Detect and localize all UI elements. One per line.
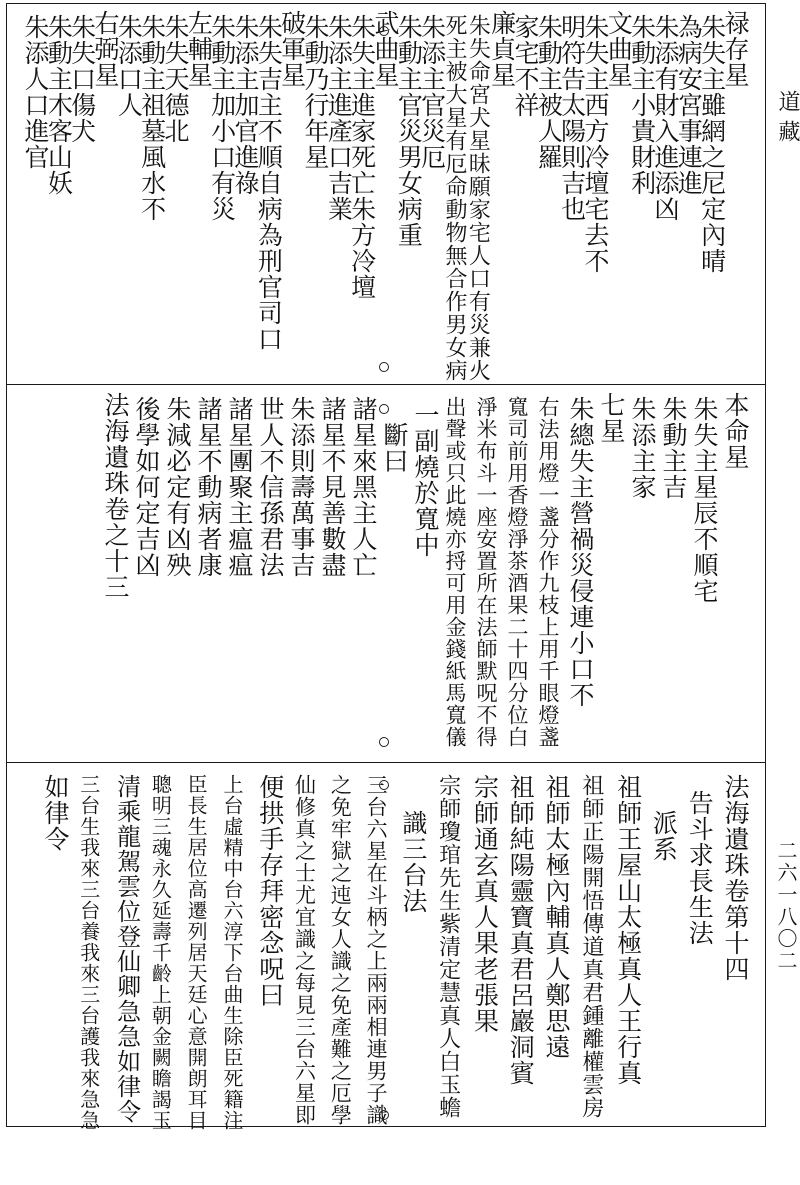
text-column: 朱添人口進官 <box>21 14 50 170</box>
panel-divider-1 <box>7 384 765 385</box>
text-column: 宗師通玄真人果老張果 <box>470 774 500 1034</box>
text-column: 朱添口人 <box>114 14 144 118</box>
text-column: 三台生我來三台養我來三台護我來急急 <box>76 774 101 1131</box>
text-column: 死主被大星有厄命動物無合作男女病 <box>442 14 467 382</box>
text-column: 三台六星在斗柄之上兩兩相連男子識 <box>364 774 389 1126</box>
text-column: 諸星團聚主瘟瘟 <box>225 396 254 578</box>
text-column: 識三台法 <box>398 810 428 914</box>
text-column: 清乘龍駕雲位登仙卿急急如律令 <box>112 774 141 1124</box>
panel-bottom <box>7 770 765 1131</box>
text-column: 朱動主祖墓風水不 <box>137 14 167 222</box>
text-column: 朱失主雖網之尼定內晴 <box>697 14 727 274</box>
text-column: 明符告太陽則吉也 <box>557 14 587 222</box>
text-column: 法海遺珠卷之十三 <box>101 392 130 600</box>
text-column: 右法用燈一盞分作九枝上用千眼燈盞 <box>536 396 560 748</box>
text-column: 家宅不祥 <box>511 14 540 118</box>
text-column: 朱動主被人羅 <box>534 14 564 170</box>
text-column: 禄存星 <box>721 10 750 88</box>
text-column: 為病安宮事連進 <box>674 14 704 196</box>
circle-mark <box>379 737 389 747</box>
text-column: 寬司前用香燈淨茶酒果二十四分位白 <box>505 396 529 748</box>
text-column: 文曲星 <box>604 10 634 88</box>
text-column: 朱添主官災厄 <box>417 14 447 170</box>
text-column: 朱添有財入進添凶 <box>651 14 680 222</box>
text-column: 朱動主吉 <box>659 396 688 500</box>
text-column: 祖師純陽靈寶真君呂巖洞賓 <box>506 774 536 1086</box>
text-column: 一副燒於寬中 <box>411 402 440 558</box>
text-column: 祖師太極內輔真人鄭思遠 <box>542 774 572 1060</box>
text-column: 上台虛精中台六淳下台曲生除臣死籍注 <box>219 774 244 1131</box>
text-column: 右弼星 <box>91 10 120 88</box>
text-column: 朱失主星辰不順宅 <box>690 396 719 604</box>
text-column: 朱添主家 <box>628 396 657 500</box>
text-column: 斷曰 <box>380 422 409 474</box>
text-column: 朱失吉主不順自病為刑官司口 <box>254 14 284 352</box>
text-column: 朱失命宮犬星昧願家宅人口有災兼火 <box>465 14 491 382</box>
text-column: 世人不信孫君法 <box>256 396 285 578</box>
text-column: 後學如何定吉凶 <box>132 396 161 578</box>
text-column: 諸星不見善數盡 <box>318 396 347 578</box>
text-column: 本命星 <box>721 392 750 470</box>
circle-mark <box>379 26 389 36</box>
text-column: 朱減必定有凶殃 <box>163 396 192 578</box>
text-column: 祖師正陽開悟傳道真君鍾離權雲房 <box>578 774 604 1119</box>
text-column: 朱失天德北 <box>161 14 190 144</box>
text-column: 左輔星 <box>184 10 214 88</box>
panel-top <box>7 10 765 380</box>
panel-middle <box>7 392 765 752</box>
text-column: 便拱手存拜密念呪曰 <box>255 774 285 1008</box>
text-column: 朱動主木客山妖 <box>44 14 74 196</box>
text-column: 七星 <box>597 392 626 444</box>
text-column: 告斗求長生法 <box>685 790 715 946</box>
text-column: 朱添主加官進祿 <box>231 14 260 196</box>
text-column: 淨米布斗一座安置所在法師默呪不得 <box>474 396 498 748</box>
text-column: 朱失主西方冷壇宅去不 <box>581 14 610 274</box>
text-column: 朱總失主營禍災侵連小口不 <box>566 396 595 708</box>
text-column: 朱動主小貴財利 <box>627 14 657 196</box>
text-column: 派系 <box>649 810 679 862</box>
page-frame <box>6 3 766 1131</box>
text-column: 出聲或只此燒亦捋可用金錢紙馬寬儀 <box>443 396 467 748</box>
text-column: 宗師瓊琯先生紫清定慧真人白玉蟾 <box>435 774 461 1119</box>
text-column: 朱添則壽萬事吉 <box>287 396 316 578</box>
text-column: 仙修真之士尤宜識之每見三台六星即 <box>292 774 317 1126</box>
circle-mark <box>379 1110 389 1120</box>
text-column: 朱失主進家死亡朱方冷壇 <box>347 14 377 300</box>
circle-mark <box>379 404 389 414</box>
margin-page-number: 二六一八〇二 <box>774 840 798 972</box>
text-column: 諸星來黑主人亡 <box>349 396 378 578</box>
text-column: 法海遺珠卷第十四 <box>721 774 750 982</box>
text-column: 祖師王屋山太極真人王行真 <box>613 774 643 1086</box>
text-column: 武曲星 <box>371 10 400 88</box>
text-column: 聰明三魂永久延壽千齡上朝金闕瞻謁玉 <box>148 774 173 1131</box>
text-column: 破軍星 <box>277 10 307 88</box>
text-column: 之免牢獄之迍女人識之免產難之厄學 <box>328 774 353 1126</box>
text-column: 朱失口傷犬 <box>67 14 97 144</box>
circle-mark <box>379 780 389 790</box>
text-column: 臣長生居位高遷列居天廷心意開朗耳目 <box>184 774 209 1131</box>
text-column: 如律令 <box>41 774 70 852</box>
margin-title: 道藏 <box>775 90 800 150</box>
text-column: 朱動主官災男女病重 <box>394 14 424 248</box>
text-column: 廉貞星 <box>487 10 517 88</box>
panel-divider-2 <box>7 762 765 763</box>
text-column: 諸星不動病者康 <box>194 396 223 578</box>
circle-mark <box>379 362 389 372</box>
text-column: 朱動乃行年星 <box>301 14 330 170</box>
text-column: 朱添主進產口吉業 <box>324 14 354 222</box>
text-column: 朱動主加小口有災 <box>207 14 237 222</box>
